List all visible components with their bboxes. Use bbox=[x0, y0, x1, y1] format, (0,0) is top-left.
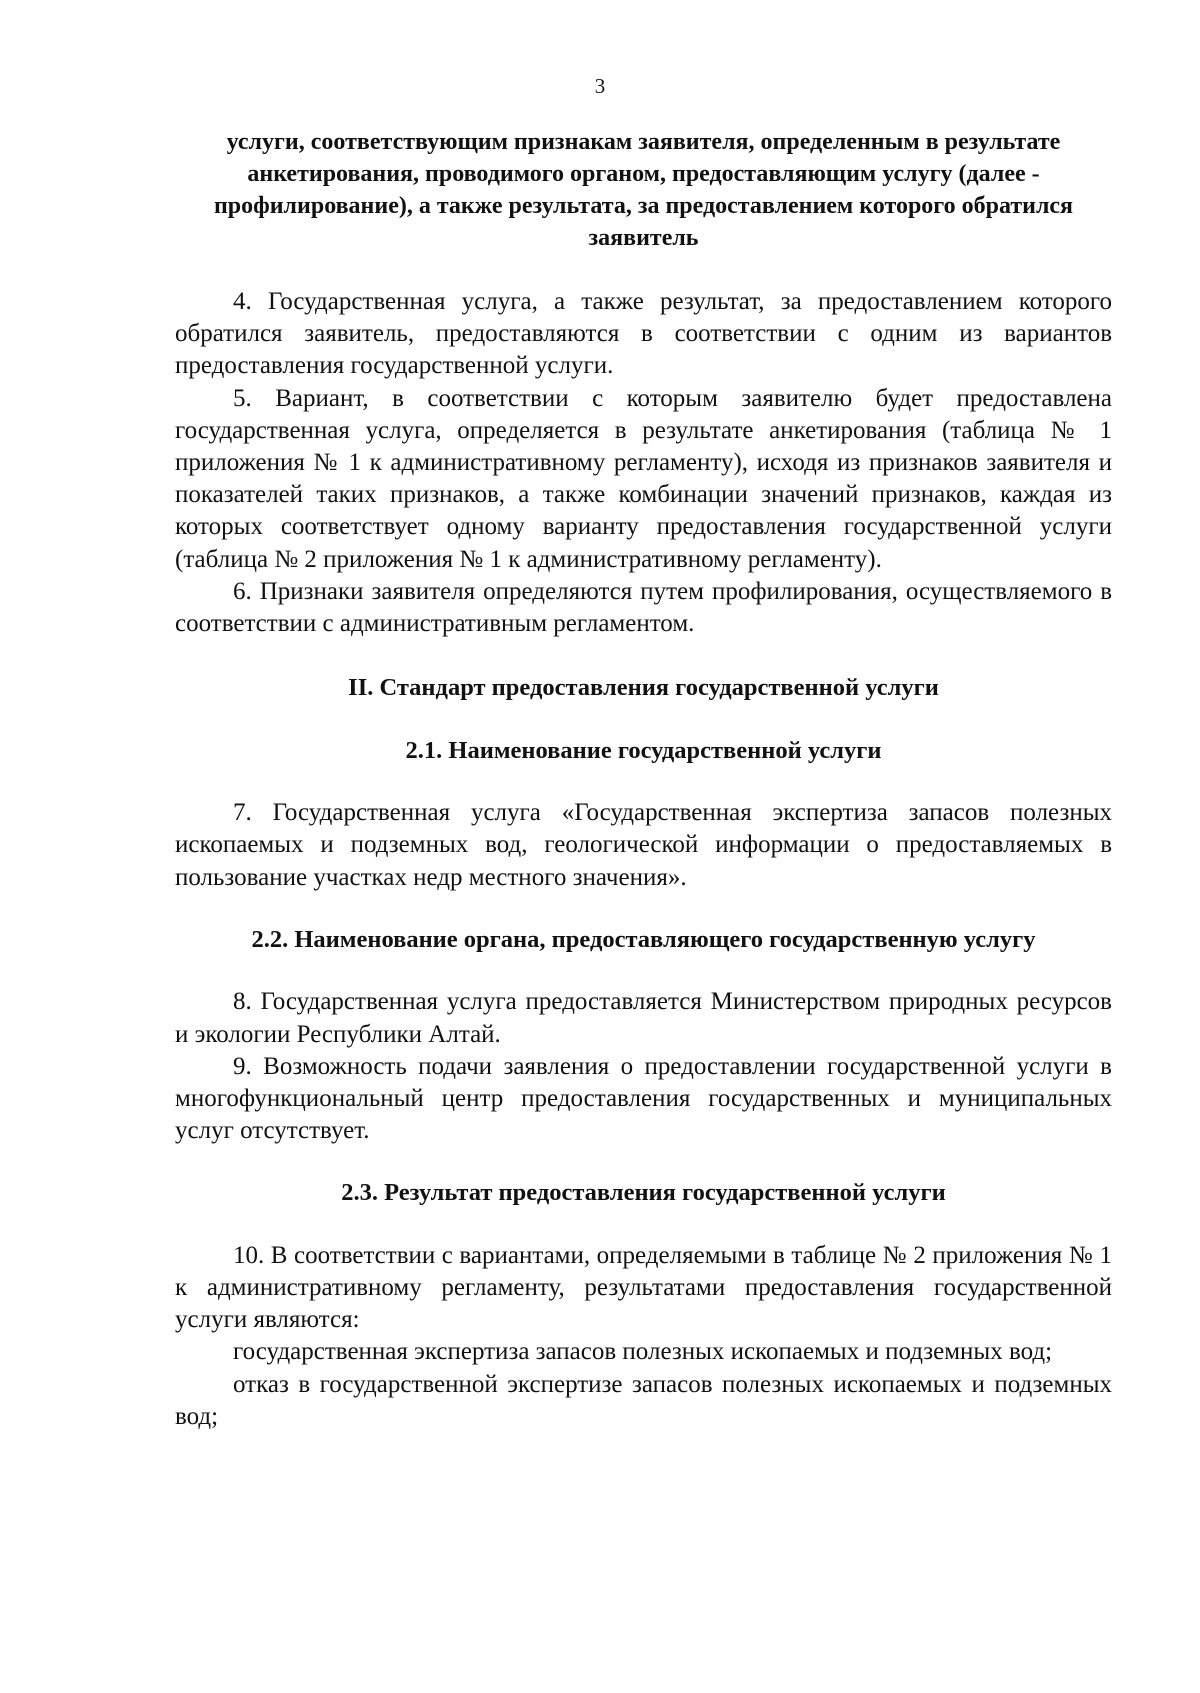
paragraph-10-item-2: отказ в государственной экспертизе запасов полезных ископаемых и подземных вод; bbox=[175, 1370, 1112, 1430]
paragraph-10: 10. В соответствии с вариантами, определяемыми в таблице № 2 приложения № 1 к административному регламенту, результатами предоставления государственной услуги являются: bbox=[175, 1241, 1112, 1334]
paragraph-6: 6. Признаки заявителя определяются путем профилирования, осуществляемого в соответствии с административным регламентом. bbox=[175, 577, 1112, 638]
paragraph-7: 7. Государственная услуга «Государственная экспертиза запасов полезных ископаемых и подземных вод, геологической информации о предоставляемых в пользование участках недр местного значения». bbox=[175, 799, 1112, 891]
paragraph-10-item-1: государственная экспертиза запасов полезных ископаемых и подземных вод; bbox=[233, 1338, 1053, 1366]
paragraph-5: 5. Вариант, в соответствии с которым заявителю будет предоставлена государственная услуга, определяется в результате анкетирования (таблица № 1 приложения № 1 к административному регламенту), исходя из признаков заявителя и показателей таких признаков, а также комбинации значений признаков, каждая из которых соответствует одному варианту предоставления государственной услуги (таблица № 2 приложения № 1 к административному регламенту). bbox=[175, 384, 1112, 573]
intro-heading: услуги, соответствующим признакам заявителя, определенным в результате анкетирования, проводимого органом, предоставляющим услугу (далее - профилирование), а также результата, за предоставлением которого обратился заявитель bbox=[213, 129, 1074, 251]
section-2-heading: II. Стандарт предоставления государственной услуги bbox=[348, 674, 939, 702]
paragraph-8: 8. Государственная услуга предоставляется Министерством природных ресурсов и экологии Республики Алтай. bbox=[175, 988, 1112, 1048]
subsection-2-1-heading: 2.1. Наименование государственной услуги bbox=[405, 736, 882, 764]
subsection-2-3-heading: 2.3. Результат предоставления государственной услуги bbox=[341, 1179, 946, 1207]
document-body bbox=[175, 126, 1112, 1433]
subsection-2-2-heading: 2.2. Наименование органа, предоставляющего государственную услугу bbox=[251, 925, 1036, 953]
paragraph-9: 9. Возможность подачи заявления о предоставлении государственной услуги в многофункциональный центр предоставления государственных и муниципальных услуг отсутствует. bbox=[175, 1052, 1112, 1145]
page-number: 3 bbox=[594, 74, 606, 98]
paragraph-4: 4. Государственная услуга, а также результат, за предоставлением которого обратился заявитель, предоставляются в соответствии с одним из вариантов предоставления государственной услуги. bbox=[175, 288, 1112, 380]
